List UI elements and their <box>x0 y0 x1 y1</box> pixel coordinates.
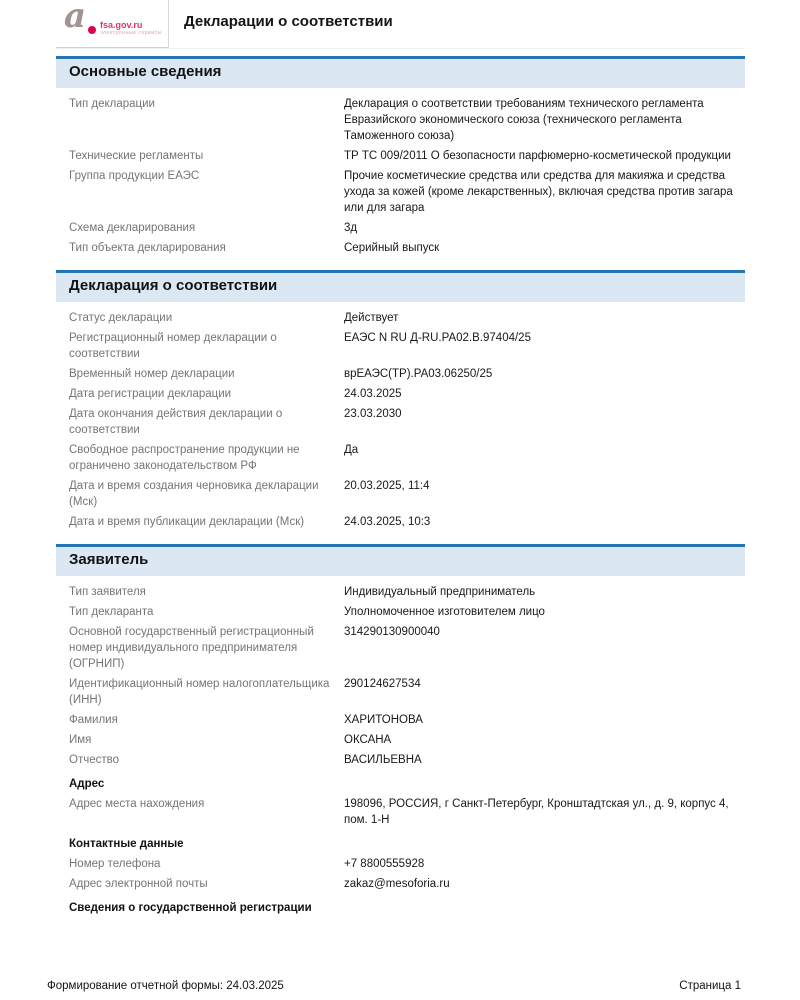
field-row <box>69 96 745 144</box>
field-value: Серийный выпуск <box>344 242 440 254</box>
subheading: Адрес <box>69 778 105 790</box>
section-body <box>56 584 745 916</box>
field-row <box>69 732 745 748</box>
page-title: Декларации о соответствии <box>184 13 393 30</box>
field-label: Статус декларации <box>69 312 173 324</box>
field-row <box>69 330 745 362</box>
section <box>56 544 745 916</box>
fsa-logo-icon: a <box>64 0 87 36</box>
logo-tagline-text: электронные сервисы <box>100 30 162 36</box>
field-label: Дата и время создания черновика декларации (Мск) <box>69 480 319 508</box>
section-title: Заявитель <box>69 551 149 568</box>
field-label: Основной государственный регистрационный номер индивидуального предпринимателя (ОГРНИП) <box>69 626 314 670</box>
field-value: 24.03.2025 <box>344 388 402 400</box>
section <box>56 270 745 530</box>
field-row <box>69 676 745 708</box>
field-value: Да <box>344 444 359 456</box>
field-row <box>69 386 745 402</box>
field-value: ВАСИЛЬЕВНА <box>344 754 422 766</box>
field-row <box>69 624 745 672</box>
section-header <box>56 56 745 88</box>
field-value: 20.03.2025, 11:4 <box>344 480 430 492</box>
field-label: Группа продукции ЕАЭС <box>69 170 200 182</box>
field-value: врЕАЭС(ТР).РА03.06250/25 <box>344 368 493 380</box>
field-value: Индивидуальный предприниматель <box>344 586 536 598</box>
field-label: Дата окончания действия декларации о соответствии <box>69 408 283 436</box>
field-value: +7 8800555928 <box>344 858 425 870</box>
field-row <box>69 240 745 256</box>
field-label: Схема декларирования <box>69 222 196 234</box>
field-row <box>69 310 745 326</box>
field-row <box>69 220 745 236</box>
field-value: Декларация о соответствии требованиям технического регламента Евразийского экономического союза (технического регламента Таможенного союза) <box>344 98 704 142</box>
field-value: Прочие косметические средства или средства для макияжа и средства ухода за кожей (кроме лекарственных), включая средства против загара или для загара <box>344 170 733 214</box>
field-row <box>69 406 745 438</box>
field-label: Имя <box>69 734 92 746</box>
field-value: Уполномоченное изготовителем лицо <box>344 606 545 618</box>
field-row <box>69 752 745 768</box>
section-title: Основные сведения <box>69 63 222 80</box>
field-label: Дата регистрации декларации <box>69 388 232 400</box>
section-header <box>56 270 745 302</box>
field-value: 3д <box>344 222 358 234</box>
field-row <box>69 796 745 828</box>
field-label: Идентификационный номер налогоплательщика (ИНН) <box>69 678 330 706</box>
field-value: ЕАЭС N RU Д-RU.РА02.В.97404/25 <box>344 332 531 344</box>
sections <box>56 56 745 916</box>
logo-text <box>100 20 162 37</box>
field-value: ХАРИТОНОВА <box>344 714 423 726</box>
field-label: Адрес электронной почты <box>69 878 208 890</box>
field-value: zakaz@mesoforia.ru <box>344 878 450 890</box>
field-label: Фамилия <box>69 714 118 726</box>
field-row <box>69 584 745 600</box>
field-value: 23.03.2030 <box>344 408 402 420</box>
document-footer <box>0 980 800 992</box>
field-label: Тип декларанта <box>69 606 154 618</box>
field-value: ТР ТС 009/2011 О безопасности парфюмерно-косметической продукции <box>344 150 731 162</box>
field-label: Тип заявителя <box>69 586 146 598</box>
field-row <box>69 514 745 530</box>
fsa-logo <box>56 0 169 48</box>
field-label: Тип декларации <box>69 98 155 110</box>
footer-generated-text: Формирование отчетной формы: 24.03.2025 <box>47 980 284 992</box>
field-row <box>69 876 745 892</box>
field-value: 314290130900040 <box>344 626 440 638</box>
logo-dot-icon <box>88 26 96 34</box>
field-label: Временный номер декларации <box>69 368 235 380</box>
section-body <box>56 310 745 530</box>
field-value: 24.03.2025, 10:3 <box>344 516 431 528</box>
field-label: Технические регламенты <box>69 150 204 162</box>
field-label: Регистрационный номер декларации о соответствии <box>69 332 277 360</box>
field-row <box>69 712 745 728</box>
field-value: ОКСАНА <box>344 734 392 746</box>
field-row <box>69 442 745 474</box>
field-label: Номер телефона <box>69 858 161 870</box>
section-title: Декларация о соответствии <box>69 277 278 294</box>
section-body <box>56 96 745 256</box>
field-label: Тип объекта декларирования <box>69 242 226 254</box>
field-value: Действует <box>344 312 399 324</box>
document-header <box>56 0 745 49</box>
field-row <box>69 478 745 510</box>
field-label: Свободное распространение продукции не ограничено законодательством РФ <box>69 444 300 472</box>
field-row <box>69 366 745 382</box>
field-row <box>69 168 745 216</box>
subheading: Контактные данные <box>69 838 184 850</box>
footer-page-number: Страница 1 <box>679 980 741 992</box>
field-row <box>69 856 745 872</box>
section-header <box>56 544 745 576</box>
field-label: Отчество <box>69 754 119 766</box>
subheading: Сведения о государственной регистрации <box>69 902 312 914</box>
field-label: Дата и время публикации декларации (Мск) <box>69 516 305 528</box>
field-value: 290124627534 <box>344 678 421 690</box>
field-value: 198096, РОССИЯ, г Санкт-Петербург, Кронштадтская ул., д. 9, корпус 4, пом. 1-Н <box>344 798 729 826</box>
field-label: Адрес места нахождения <box>69 798 205 810</box>
logo-site-text: fsa.gov.ru <box>100 20 143 30</box>
section <box>56 56 745 256</box>
field-row <box>69 604 745 620</box>
field-row <box>69 148 745 164</box>
